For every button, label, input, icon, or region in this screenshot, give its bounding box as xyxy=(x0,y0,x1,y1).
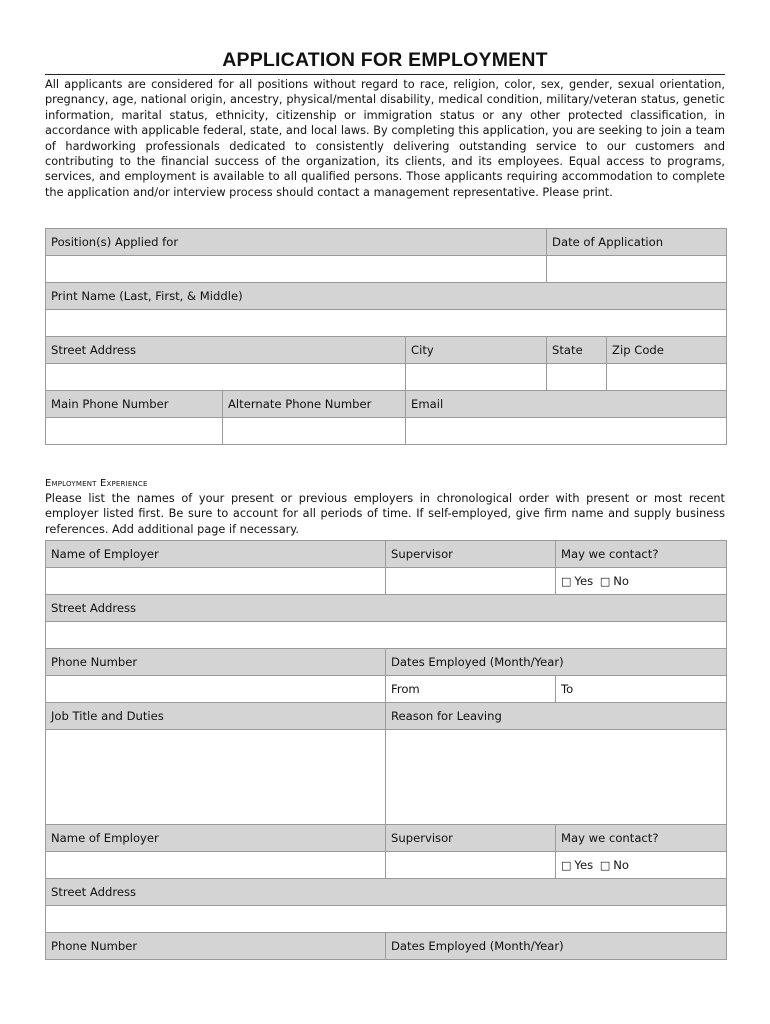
zip-label: Zip Code xyxy=(607,337,727,364)
employer1-street-field[interactable] xyxy=(46,622,727,649)
employment-table xyxy=(45,540,727,960)
street-address-field[interactable] xyxy=(46,364,406,391)
employer2-supervisor-field[interactable] xyxy=(386,852,556,879)
employer2-no-label: No xyxy=(613,858,629,872)
checkbox-icon[interactable]: □ xyxy=(599,859,611,872)
employer1-to-label: To xyxy=(561,682,574,696)
state-label: State xyxy=(547,337,607,364)
main-phone-label: Main Phone Number xyxy=(46,391,223,418)
street-address-label: Street Address xyxy=(46,337,406,364)
alt-phone-field[interactable] xyxy=(223,418,406,445)
email-label: Email xyxy=(406,391,727,418)
applicant-info-table xyxy=(45,228,727,445)
employer2-dates-label: Dates Employed (Month/Year) xyxy=(386,933,727,960)
employer1-job-label: Job Title and Duties xyxy=(46,703,386,730)
employer2-phone-label: Phone Number xyxy=(46,933,386,960)
employer2-name-label: Name of Employer xyxy=(46,825,386,852)
employer1-reason-label: Reason for Leaving xyxy=(386,703,727,730)
employer1-street-label: Street Address xyxy=(46,595,727,622)
employer2-yes-label: Yes xyxy=(574,858,594,872)
name-label: Print Name (Last, First, & Middle) xyxy=(46,283,727,310)
employer1-to-field[interactable] xyxy=(556,676,727,703)
employer2-street-label: Street Address xyxy=(46,879,727,906)
employer1-phone-label: Phone Number xyxy=(46,649,386,676)
employer1-supervisor-field[interactable] xyxy=(386,568,556,595)
name-field[interactable] xyxy=(46,310,727,337)
zip-field[interactable] xyxy=(607,364,727,391)
employment-experience-heading: Employment Experience xyxy=(45,478,148,489)
employer1-phone-field[interactable] xyxy=(46,676,386,703)
position-label: Position(s) Applied for xyxy=(46,229,547,256)
employer1-no-label: No xyxy=(613,574,629,588)
city-label: City xyxy=(406,337,547,364)
employer1-name-field[interactable] xyxy=(46,568,386,595)
email-field[interactable] xyxy=(406,418,727,445)
date-field[interactable] xyxy=(547,256,727,283)
employer1-dates-label: Dates Employed (Month/Year) xyxy=(386,649,727,676)
employer1-from-field[interactable] xyxy=(386,676,556,703)
employment-instructions: Please list the names of your present or previous employers in chronological order with present or most recent employer listed first. Be sure to account for all periods of time. If self-employed, give firm name and supply business references. Add additional page if necessary. xyxy=(45,492,725,536)
employer2-contact-label: May we contact? xyxy=(556,825,727,852)
title-divider xyxy=(45,74,725,75)
employer1-contact-label: May we contact? xyxy=(556,541,727,568)
page-title: APPLICATION FOR EMPLOYMENT xyxy=(222,49,548,71)
main-phone-field[interactable] xyxy=(46,418,223,445)
employer1-supervisor-label: Supervisor xyxy=(386,541,556,568)
state-field[interactable] xyxy=(547,364,607,391)
employer2-supervisor-label: Supervisor xyxy=(386,825,556,852)
intro-paragraph: All applicants are considered for all positions without regard to race, religion, color, sex, gender, sexual orientation, pregnancy, age, national origin, ancestry, physical/mental disability, medical condition, military/veteran status, genetic information, marital status, ethnicity, citizenship or immigration status or any other protected classification, in accordance with applicable federal, state, and local laws. By completing this application, you are seeking to join a team of hardworking professionals dedicated to consistently delivering outstanding service to our customers and contributing to the financial success of the organization, its clients, and its employees. Equal access to programs, services, and employment is available to all qualified persons. Those applicants requiring accommodation to complete the application and/or interview process should contact a management representative. Please print. xyxy=(45,78,725,199)
employer1-from-label: From xyxy=(391,682,420,696)
checkbox-icon[interactable]: □ xyxy=(561,575,572,588)
employer2-contact-options xyxy=(556,852,727,879)
position-field[interactable] xyxy=(46,256,547,283)
checkbox-icon[interactable]: □ xyxy=(599,575,611,588)
employer2-name-field[interactable] xyxy=(46,852,386,879)
alt-phone-label: Alternate Phone Number xyxy=(223,391,406,418)
date-label: Date of Application xyxy=(547,229,727,256)
checkbox-icon[interactable]: □ xyxy=(561,859,572,872)
employer1-job-field[interactable] xyxy=(46,730,386,825)
employer1-contact-options xyxy=(556,568,727,595)
employer2-street-field[interactable] xyxy=(46,906,727,933)
employer1-yes-label: Yes xyxy=(574,574,594,588)
employer1-reason-field[interactable] xyxy=(386,730,727,825)
city-field[interactable] xyxy=(406,364,547,391)
employer1-name-label: Name of Employer xyxy=(46,541,386,568)
